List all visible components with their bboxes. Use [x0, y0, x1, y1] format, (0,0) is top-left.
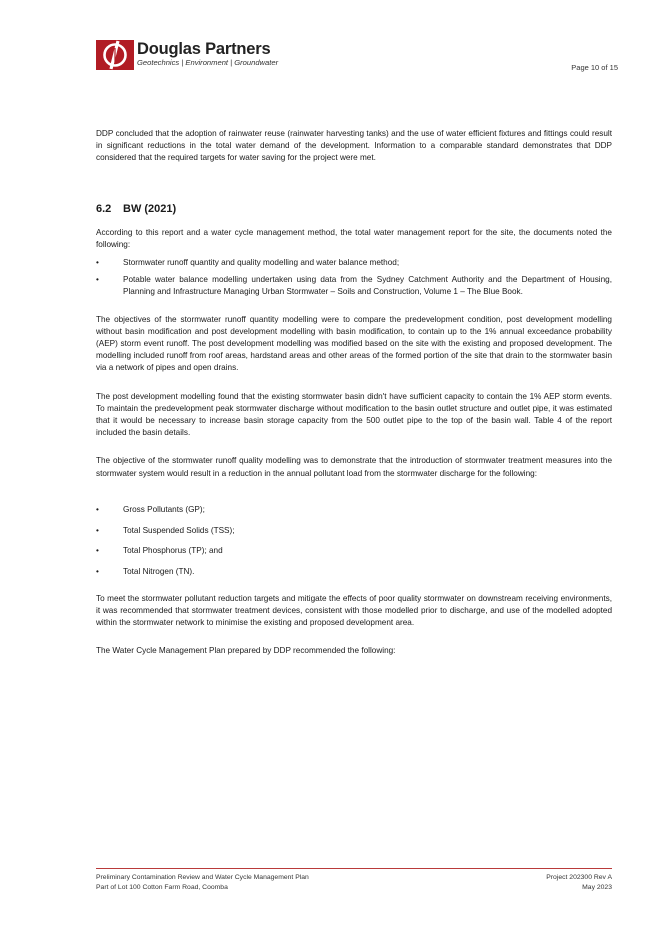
section-title: BW (2021): [123, 202, 177, 215]
company-name: Douglas Partners: [137, 40, 271, 58]
footer-project-description: [96, 873, 309, 892]
list-item-text: Stormwater runoff quantity and quality modelling and water balance method;: [123, 258, 400, 268]
footer-divider: [96, 868, 612, 869]
footer-project-number: Project 202300 Rev A: [546, 874, 612, 881]
paragraph: DDP concluded that the adoption of rainwater reuse (rainwater harvesting tanks) and the use of water efficient fixtures and fittings could result in significant reductions in the total water demand of the development. Information to a comparable standard demonstrates that DDP considered that the required targets for water saving for the project were met.: [96, 129, 612, 163]
list-item: [96, 257, 612, 269]
company-tagline: Geotechnics | Environment | Groundwater: [137, 58, 279, 67]
bullet-icon: •: [96, 504, 99, 514]
paragraph: The Water Cycle Management Plan prepared by DDP recommended the following:: [96, 646, 396, 656]
list-item: [96, 504, 612, 516]
document-body: [96, 128, 612, 657]
bw-list: [96, 257, 612, 299]
list-item: [96, 566, 612, 578]
paragraph: According to this report and a water cycle management method, the total water management report for the site, the documents noted the following:: [96, 227, 612, 249]
list-item: [96, 525, 612, 537]
douglas-partners-logo-icon: [96, 40, 134, 70]
bullet-icon: •: [96, 275, 99, 285]
paragraph: The post development modelling found that the existing stormwater basin didn't have sufficient capacity to contain the 1% AEP storm events. To maintain the predevelopment peak stormwater discharge without modification to the basin outlet structure and outlet pipe, it was estimated that it would be necessary to increase basin storage capacity from the 500 outlet pipe to the top of the basin wall. Table 4 of the report included the basin details.: [96, 391, 612, 438]
footer-report-title: Preliminary Contamination Review and Water Cycle Management Plan: [96, 874, 309, 881]
page-number: Page 10 of 15: [571, 63, 618, 72]
bullet-icon: •: [96, 546, 99, 556]
footer-project-reference: [546, 873, 612, 892]
pollutant-list: [96, 504, 612, 578]
company-logo: [96, 40, 278, 70]
list-item: [96, 274, 612, 298]
paragraph: The objectives of the stormwater runoff quantity modelling were to compare the predevelopment condition, post development modelling without basin modification and post development modelling with basin modification, to contain up to the 1% annual exceedance probability (AEP) storm event runoff. The post development modelling was modified based on the site with the existing and proposed development. The modelling included runoff from roof areas, hardstand areas and other areas of the formed portion of the site that drain to the stormwater basin via a network of pipes and open drains.: [96, 314, 612, 373]
list-item-text: Total Phosphorus (TP); and: [123, 546, 223, 556]
section-heading: [96, 203, 612, 215]
list-item-text: Potable water balance modelling undertaken using data from the Sydney Catchment Authority and the Department of Housing, Planning and Infrastructure Managing Urban Stormwater – Soils and Construction, Volume 1 – The Blue Book.: [123, 275, 612, 297]
footer-date: May 2023: [582, 883, 612, 891]
list-item: [96, 545, 612, 557]
paragraph: The objective of the stormwater runoff quality modelling was to demonstrate that the introduction of stormwater treatment measures into the stormwater system would result in a reduction in the annual pollutant load from the stormwater discharge for the following:: [96, 456, 612, 478]
bullet-icon: •: [96, 525, 99, 535]
footer-site-address: Part of Lot 100 Cotton Farm Road, Coomba: [96, 883, 228, 891]
bullet-icon: •: [96, 566, 99, 576]
paragraph: To meet the stormwater pollutant reduction targets and mitigate the effects of poor quality stormwater on downstream receiving environments, it was recommended that stormwater treatment devices, consistent with those modelled prior to discharge, and use of the modelled adopted within the stormwater network to minimise the existing and proposed development area.: [96, 593, 612, 628]
list-item-text: Total Nitrogen (TN).: [123, 566, 195, 576]
section-number: 6.2: [96, 202, 112, 215]
list-item-text: Total Suspended Solids (TSS);: [123, 525, 235, 535]
list-item-text: Gross Pollutants (GP);: [123, 504, 205, 514]
bullet-icon: •: [96, 258, 99, 268]
